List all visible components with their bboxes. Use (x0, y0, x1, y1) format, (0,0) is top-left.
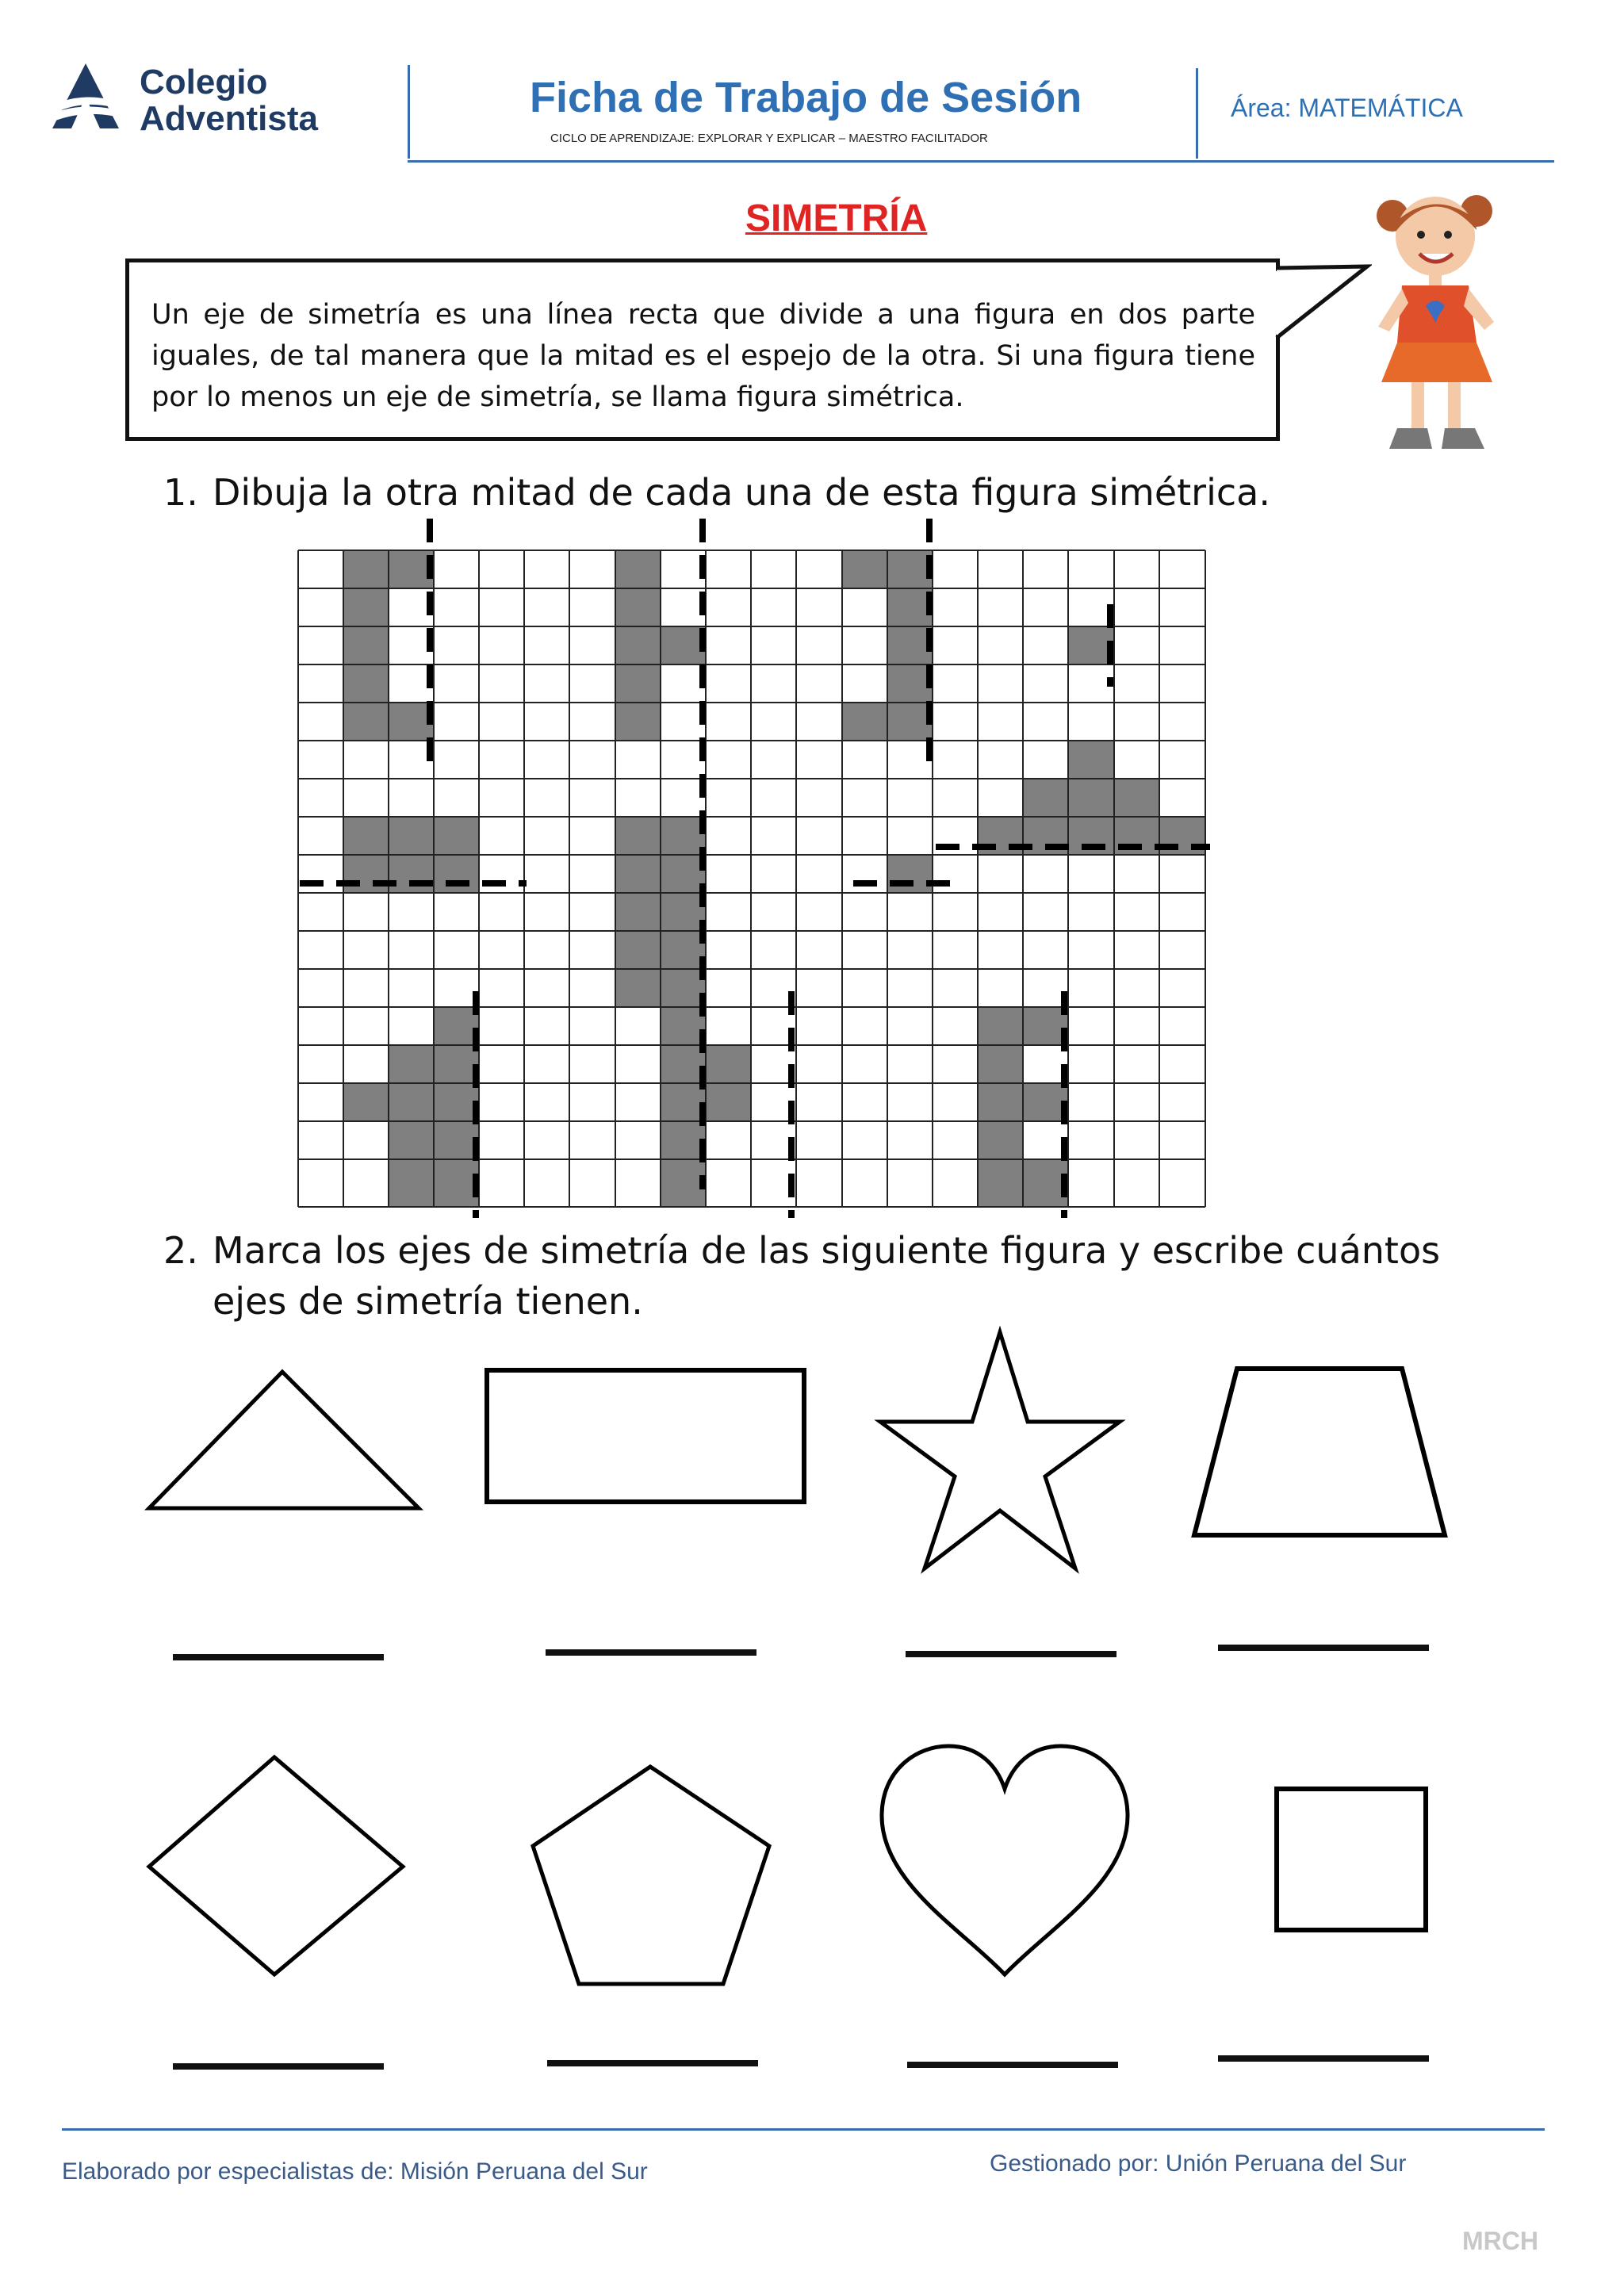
school-logo-icon (49, 62, 122, 130)
exercise1-text: Dibuja la otra mitad de cada una de esta figura simétrica. (213, 471, 1270, 514)
definition-box (125, 259, 1280, 441)
footer-left: Elaborado por especialistas de: Misión Peruana del Sur (62, 2158, 648, 2185)
area-label: Área: MATEMÁTICA (1231, 94, 1463, 122)
header-divider-right (1196, 68, 1198, 159)
page-title: Ficha de Trabajo de Sesión (530, 74, 1082, 121)
answer-line-4[interactable] (1218, 1645, 1429, 1651)
rectangle-icon (482, 1365, 815, 1511)
answer-line-3[interactable] (906, 1651, 1116, 1657)
pentagon-icon (527, 1760, 774, 1990)
logo-line1: Colegio (140, 63, 268, 101)
answer-line-5[interactable] (173, 2063, 384, 2070)
header-divider-left (408, 65, 410, 159)
footer-right: Gestionado por: Unión Peruana del Sur (990, 2150, 1407, 2177)
exercise1-number: 1. (163, 471, 198, 514)
answer-line-7[interactable] (907, 2062, 1118, 2068)
topic-title: SIMETRÍA (745, 197, 928, 239)
heart-icon (875, 1741, 1134, 1981)
answer-line-6[interactable] (547, 2060, 758, 2066)
footer-rule (62, 2128, 1545, 2131)
exercise2-line1: Marca los ejes de simetría de las siguiente figura y escribe cuántos (213, 1229, 1441, 1272)
grid-cell-fills (343, 550, 1205, 1207)
square-icon (1272, 1784, 1432, 1936)
triangle-icon (143, 1364, 428, 1515)
header-underline (408, 160, 1554, 163)
watermark: MRCH (1462, 2227, 1538, 2255)
answer-line-2[interactable] (546, 1649, 756, 1656)
girl-illustration (1365, 187, 1508, 465)
header (0, 0, 1624, 167)
definition-text: Un eje de simetría es una línea recta que divide a una figura en dos parte iguales, de tal manera que la mitad es el espejo de la otra. Si una figura tiene por lo menos un eje de simetría, se llama figura simétrica. (151, 299, 1255, 413)
exercise2-number: 2. (163, 1229, 198, 1272)
trapezoid-icon (1189, 1362, 1451, 1540)
exercise2-line2: ejes de simetría tienen. (213, 1280, 643, 1323)
symmetry-grid (293, 515, 1213, 1229)
answer-line-1[interactable] (173, 1654, 384, 1660)
answer-line-8[interactable] (1218, 2055, 1429, 2062)
page-subtitle: CICLO DE APRENDIZAJE: EXPLORAR Y EXPLICAR – MAESTRO FACILITADOR (550, 132, 988, 145)
diamond-icon (143, 1751, 409, 1981)
star-icon (874, 1326, 1128, 1575)
logo-line2: Adventista (140, 99, 318, 138)
speech-bubble-tail-icon (1274, 262, 1372, 349)
